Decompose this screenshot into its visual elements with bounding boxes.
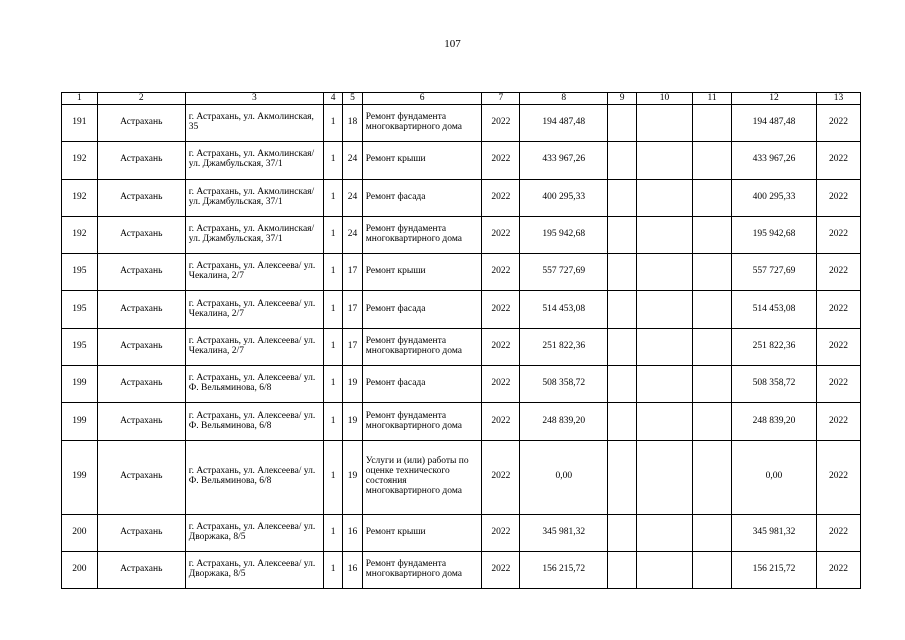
cell-col-2: Астрахань [97,440,185,514]
cell-col-3: г. Астрахань, ул. Акмолинская/ ул. Джамбульская, 37/1 [185,216,323,253]
cell-col-7: 2022 [482,216,520,253]
cell-col-11 [693,216,732,253]
column-header: 7 [482,93,520,105]
cell-col-1: 200 [62,551,98,588]
cell-col-12: 400 295,33 [732,179,817,216]
cell-col-10 [636,291,692,328]
cell-col-4: 1 [323,328,342,365]
cell-col-8: 514 453,08 [520,291,608,328]
cell-col-1: 195 [62,254,98,291]
page-number: 107 [444,38,461,50]
cell-col-12: 248 839,20 [732,403,817,440]
cell-col-4: 1 [323,142,342,179]
column-header: 1 [62,93,98,105]
cell-col-2: Астрахань [97,179,185,216]
cell-col-10 [636,551,692,588]
cell-col-13: 2022 [816,179,860,216]
cell-col-13: 2022 [816,551,860,588]
table-row [62,254,861,291]
cell-col-9 [608,291,637,328]
table-row [62,216,861,253]
cell-col-7: 2022 [482,254,520,291]
table-row [62,403,861,440]
cell-col-5: 24 [343,179,362,216]
cell-col-3: г. Астрахань, ул. Алексеева/ ул. Дворжака, 8/5 [185,551,323,588]
cell-col-1: 192 [62,142,98,179]
cell-col-5: 16 [343,551,362,588]
cell-col-6: Ремонт фундамента многоквартирного дома [362,328,482,365]
cell-col-6: Ремонт фундамента многоквартирного дома [362,216,482,253]
cell-col-5: 19 [343,403,362,440]
cell-col-13: 2022 [816,514,860,551]
cell-col-4: 1 [323,403,342,440]
cell-col-10 [636,254,692,291]
header-row [62,93,861,105]
cell-col-4: 1 [323,179,342,216]
cell-col-13: 2022 [816,254,860,291]
cell-col-5: 24 [343,142,362,179]
cell-col-11 [693,254,732,291]
cell-col-11 [693,551,732,588]
cell-col-12: 508 358,72 [732,366,817,403]
cell-col-12: 557 727,69 [732,254,817,291]
cell-col-5: 19 [343,366,362,403]
cell-col-13: 2022 [816,403,860,440]
cell-col-8: 557 727,69 [520,254,608,291]
cell-col-3: г. Астрахань, ул. Алексеева/ ул. Ф. Вельяминова, 6/8 [185,440,323,514]
table-body [62,105,861,589]
cell-col-11 [693,440,732,514]
cell-col-9 [608,179,637,216]
cell-col-2: Астрахань [97,403,185,440]
cell-col-6: Ремонт фундамента многоквартирного дома [362,403,482,440]
cell-col-12: 345 981,32 [732,514,817,551]
cell-col-10 [636,366,692,403]
cell-col-4: 1 [323,105,342,142]
cell-col-2: Астрахань [97,328,185,365]
table-row [62,551,861,588]
cell-col-8: 194 487,48 [520,105,608,142]
cell-col-2: Астрахань [97,366,185,403]
cell-col-11 [693,403,732,440]
cell-col-6: Ремонт крыши [362,142,482,179]
cell-col-10 [636,440,692,514]
cell-col-7: 2022 [482,179,520,216]
cell-col-1: 195 [62,291,98,328]
cell-col-12: 433 967,26 [732,142,817,179]
cell-col-6: Ремонт фундамента многоквартирного дома [362,551,482,588]
cell-col-3: г. Астрахань, ул. Алексеева/ ул. Ф. Вельяминова, 6/8 [185,403,323,440]
cell-col-8: 156 215,72 [520,551,608,588]
cell-col-9 [608,440,637,514]
cell-col-7: 2022 [482,440,520,514]
cell-col-13: 2022 [816,142,860,179]
cell-col-4: 1 [323,216,342,253]
cell-col-2: Астрахань [97,254,185,291]
table-row [62,366,861,403]
cell-col-9 [608,514,637,551]
cell-col-4: 1 [323,291,342,328]
cell-col-6: Услуги и (или) работы по оценке технического состояния многоквартирного дома [362,440,482,514]
cell-col-13: 2022 [816,366,860,403]
cell-col-6: Ремонт крыши [362,254,482,291]
cell-col-3: г. Астрахань, ул. Алексеева/ ул. Чекалина, 2/7 [185,291,323,328]
cell-col-13: 2022 [816,440,860,514]
cell-col-12: 0,00 [732,440,817,514]
cell-col-13: 2022 [816,328,860,365]
cell-col-2: Астрахань [97,291,185,328]
cell-col-6: Ремонт фасада [362,366,482,403]
cell-col-11 [693,291,732,328]
cell-col-5: 17 [343,254,362,291]
cell-col-4: 1 [323,440,342,514]
column-header: 2 [97,93,185,105]
cell-col-11 [693,179,732,216]
column-header: 6 [362,93,482,105]
cell-col-1: 200 [62,514,98,551]
table-row [62,328,861,365]
cell-col-12: 194 487,48 [732,105,817,142]
table-row [62,105,861,142]
cell-col-10 [636,142,692,179]
cell-col-12: 195 942,68 [732,216,817,253]
column-header: 11 [693,93,732,105]
cell-col-2: Астрахань [97,514,185,551]
cell-col-11 [693,105,732,142]
cell-col-4: 1 [323,551,342,588]
column-header: 10 [636,93,692,105]
cell-col-4: 1 [323,254,342,291]
cell-col-7: 2022 [482,403,520,440]
column-header: 9 [608,93,637,105]
cell-col-7: 2022 [482,514,520,551]
cell-col-6: Ремонт фасада [362,291,482,328]
table-row [62,514,861,551]
cell-col-2: Астрахань [97,551,185,588]
cell-col-8: 195 942,68 [520,216,608,253]
cell-col-11 [693,514,732,551]
cell-col-10 [636,179,692,216]
cell-col-1: 192 [62,216,98,253]
cell-col-5: 16 [343,514,362,551]
cell-col-7: 2022 [482,142,520,179]
cell-col-9 [608,551,637,588]
cell-col-9 [608,142,637,179]
cell-col-9 [608,366,637,403]
cell-col-12: 251 822,36 [732,328,817,365]
column-header: 3 [185,93,323,105]
cell-col-8: 345 981,32 [520,514,608,551]
cell-col-2: Астрахань [97,105,185,142]
cell-col-1: 195 [62,328,98,365]
cell-col-8: 508 358,72 [520,366,608,403]
cell-col-11 [693,366,732,403]
cell-col-6: Ремонт фасада [362,179,482,216]
cell-col-13: 2022 [816,216,860,253]
cell-col-1: 192 [62,179,98,216]
table-row [62,440,861,514]
cell-col-3: г. Астрахань, ул. Алексеева/ ул. Ф. Вельяминова, 6/8 [185,366,323,403]
cell-col-11 [693,142,732,179]
cell-col-10 [636,216,692,253]
cell-col-8: 251 822,36 [520,328,608,365]
cell-col-3: г. Астрахань, ул. Алексеева/ ул. Дворжака, 8/5 [185,514,323,551]
cell-col-9 [608,216,637,253]
table-row [62,179,861,216]
cell-col-3: г. Астрахань, ул. Акмолинская/ ул. Джамбульская, 37/1 [185,142,323,179]
cell-col-5: 17 [343,291,362,328]
cell-col-7: 2022 [482,328,520,365]
cell-col-5: 17 [343,328,362,365]
cell-col-3: г. Астрахань, ул. Акмолинская, 35 [185,105,323,142]
cell-col-9 [608,403,637,440]
column-header: 13 [816,93,860,105]
table-row [62,142,861,179]
cell-col-11 [693,328,732,365]
cell-col-3: г. Астрахань, ул. Алексеева/ ул. Чекалина, 2/7 [185,254,323,291]
cell-col-7: 2022 [482,105,520,142]
cell-col-4: 1 [323,514,342,551]
cell-col-3: г. Астрахань, ул. Алексеева/ ул. Чекалина, 2/7 [185,328,323,365]
cell-col-10 [636,403,692,440]
cell-col-12: 156 215,72 [732,551,817,588]
cell-col-7: 2022 [482,366,520,403]
cell-col-9 [608,105,637,142]
cell-col-6: Ремонт крыши [362,514,482,551]
cell-col-2: Астрахань [97,216,185,253]
cell-col-6: Ремонт фундамента многоквартирного дома [362,105,482,142]
column-header: 8 [520,93,608,105]
table-row [62,291,861,328]
cell-col-9 [608,254,637,291]
cell-col-12: 514 453,08 [732,291,817,328]
column-header: 12 [732,93,817,105]
works-table [61,92,861,589]
cell-col-10 [636,105,692,142]
cell-col-10 [636,328,692,365]
cell-col-8: 248 839,20 [520,403,608,440]
cell-col-5: 18 [343,105,362,142]
cell-col-3: г. Астрахань, ул. Акмолинская/ ул. Джамбульская, 37/1 [185,179,323,216]
cell-col-13: 2022 [816,105,860,142]
cell-col-4: 1 [323,366,342,403]
cell-col-10 [636,514,692,551]
cell-col-9 [608,328,637,365]
cell-col-1: 199 [62,366,98,403]
cell-col-13: 2022 [816,291,860,328]
cell-col-1: 199 [62,403,98,440]
cell-col-1: 199 [62,440,98,514]
cell-col-1: 191 [62,105,98,142]
cell-col-5: 19 [343,440,362,514]
cell-col-7: 2022 [482,291,520,328]
cell-col-2: Астрахань [97,142,185,179]
cell-col-8: 433 967,26 [520,142,608,179]
cell-col-7: 2022 [482,551,520,588]
cell-col-5: 24 [343,216,362,253]
column-header: 5 [343,93,362,105]
cell-col-8: 400 295,33 [520,179,608,216]
cell-col-8: 0,00 [520,440,608,514]
column-header: 4 [323,93,342,105]
